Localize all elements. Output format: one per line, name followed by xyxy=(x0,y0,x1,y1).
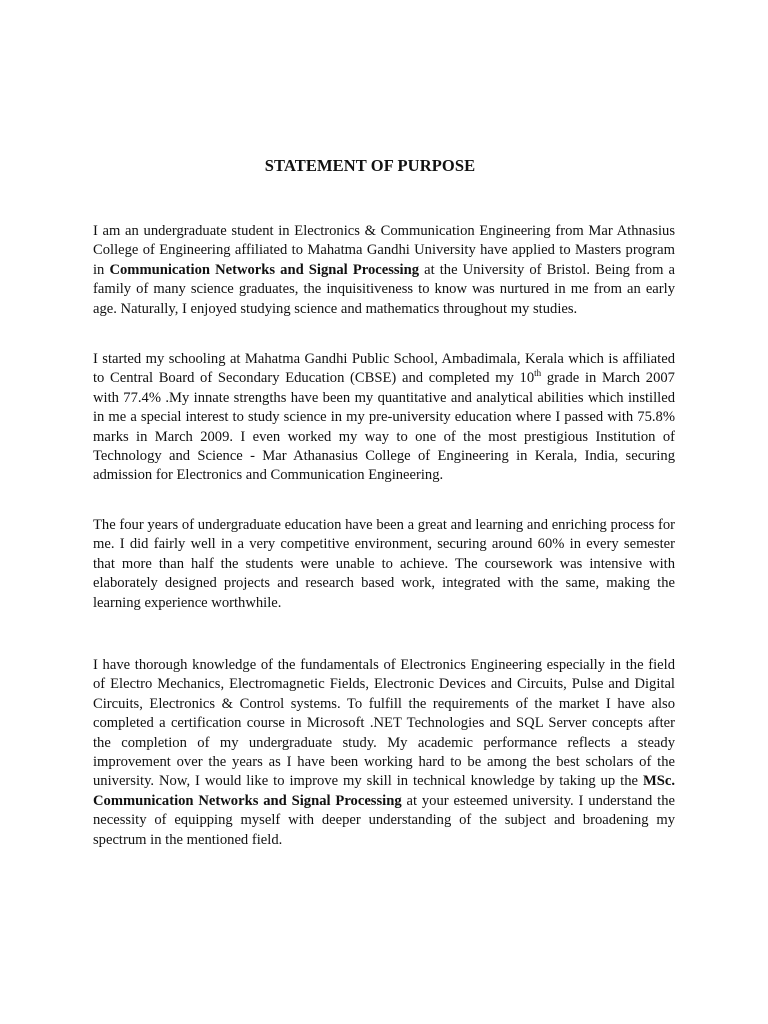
paragraph-1 xyxy=(93,222,675,319)
paragraph-4 xyxy=(93,656,675,850)
paragraph-2-text-c: grade in March 2007 with 77.4% .My innate strengths have been my quantitative and analytical abilities which instilled in me a special interest to study science in my pre-university education where I passed with 75.8% marks in March 2009. I even worked my way to one of the most prestigious Institution of Technology and Science - Mar Athanasius College of Engineering in Kerala, India, securing admission for Electronics and Communication Engineering. xyxy=(93,370,675,484)
paragraph-2 xyxy=(93,350,675,486)
program-name-bold: Communication Networks and Signal Processing xyxy=(109,261,420,278)
paragraph-3 xyxy=(93,516,675,613)
msc-program-bold: MSc. Communication Networks and Signal Processing xyxy=(93,773,675,809)
paragraph-4-text-c: at your esteemed university. I understand the necessity of equipping myself with deeper understanding of the subject and broadening my spectrum in the mentioned field. xyxy=(93,792,675,848)
paragraph-2-text-a: I started my schooling at Mahatma Gandhi Public School, Ambadimala, Kerala which is affiliated to Central Board of Secondary Education (CBSE) and completed my 10 xyxy=(93,351,675,387)
paragraph-1-text-c: at the University of Bristol. Being from a family of many science graduates, the inquisitiveness to know was nurtured in me from an early age. Naturally, I enjoyed studying science and mathematics throughout my studies. xyxy=(93,261,676,317)
paragraph-3-text: The four years of undergraduate education have been a great and learning and enriching process for me. I did fairly well in a very competitive environment, securing around 60% in every semester that more than half the students were unable to achieve. The coursework was intensive with elaborately designed projects and research based work, integrated with the same, making the learning experience worthwhile. xyxy=(93,517,675,611)
ordinal-superscript: th xyxy=(534,368,542,379)
page-title: STATEMENT OF PURPOSE xyxy=(264,156,476,175)
paragraph-4-text-a: I have thorough knowledge of the fundamentals of Electronics Engineering especially in the field of Electro Mechanics, Electromagnetic Fields, Electronic Devices and Circuits, Pulse and Digital Circuits, Electronics & Control systems. To fulfill the requirements of the market I have also completed a certification course in Microsoft .NET Technologies and SQL Server concepts after the completion of my undergraduate study. My academic performance reflects a steady improvement over the years as I have been working hard to be among the best scholars of the university. Now, I would like to improve my skill in technical knowledge by taking up the xyxy=(93,657,675,790)
paragraph-1-text-a: I am an undergraduate student in Electronics & Communication Engineering from Mar Athnasius College of Engineering affiliated to Mahatma Gandhi University have applied to Masters program in xyxy=(93,223,675,278)
